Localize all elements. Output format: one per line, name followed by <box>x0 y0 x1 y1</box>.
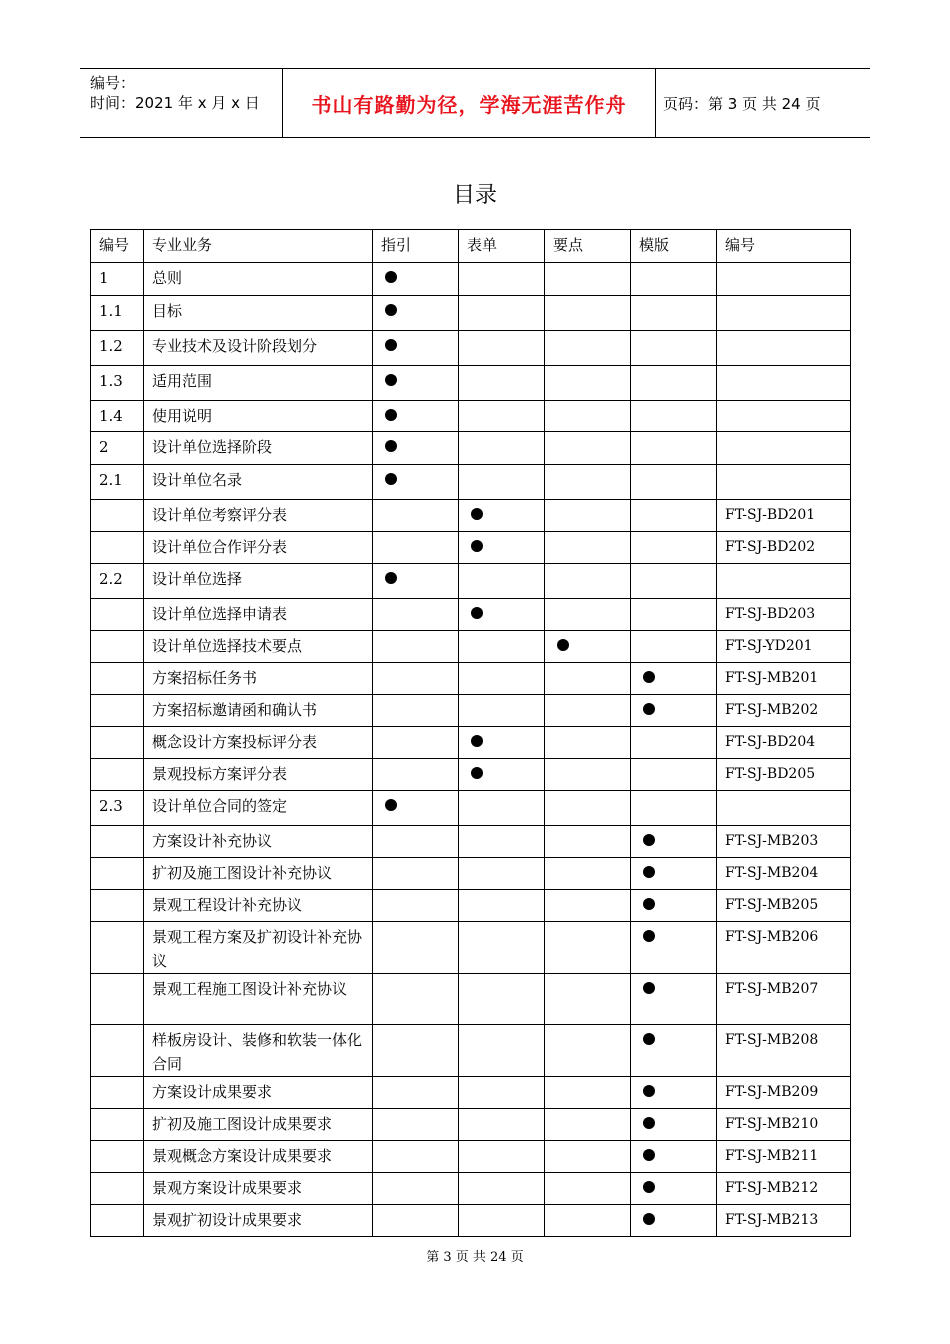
filled-circle-icon <box>471 607 483 619</box>
mark-cell <box>545 366 631 401</box>
mark-cell <box>631 791 717 826</box>
row-number: 2.2 <box>91 564 144 599</box>
mark-cell <box>545 432 631 465</box>
filled-circle-icon <box>643 1213 655 1225</box>
mark-cell <box>545 974 631 1025</box>
filled-circle-icon <box>385 409 397 421</box>
mark-cell <box>373 1025 459 1077</box>
filled-circle-icon <box>557 639 569 651</box>
table-row <box>91 791 851 826</box>
table-row <box>91 599 851 631</box>
mark-cell <box>459 974 545 1025</box>
row-code <box>717 331 851 366</box>
mark-cell <box>631 922 717 974</box>
mark-cell <box>545 1173 631 1205</box>
column-header: 模版 <box>631 230 717 263</box>
row-number <box>91 1141 144 1173</box>
row-number <box>91 1025 144 1077</box>
mark-cell <box>373 922 459 974</box>
column-header: 专业业务 <box>144 230 373 263</box>
mark-cell <box>631 858 717 890</box>
row-code <box>717 791 851 826</box>
filled-circle-icon <box>643 703 655 715</box>
header-number-label: 编号： <box>90 74 136 92</box>
row-code: FT-SJ-MB208 <box>717 1025 851 1077</box>
mark-cell <box>545 858 631 890</box>
filled-circle-icon <box>471 767 483 779</box>
table-row <box>91 500 851 532</box>
mark-cell <box>459 401 545 432</box>
filled-circle-icon <box>385 440 397 452</box>
row-number <box>91 858 144 890</box>
mark-cell <box>459 858 545 890</box>
mark-cell <box>459 890 545 922</box>
table-row <box>91 826 851 858</box>
row-business-name: 设计单位选择申请表 <box>144 599 373 631</box>
table-row <box>91 1025 851 1077</box>
mark-cell <box>631 1205 717 1237</box>
contents-table-body <box>91 230 851 1237</box>
row-number <box>91 631 144 663</box>
mark-cell <box>459 432 545 465</box>
row-code: FT-SJ-MB213 <box>717 1205 851 1237</box>
mark-cell <box>631 564 717 599</box>
mark-cell <box>373 1173 459 1205</box>
filled-circle-icon <box>643 671 655 683</box>
filled-circle-icon <box>643 930 655 942</box>
row-code <box>717 296 851 331</box>
mark-cell <box>631 1077 717 1109</box>
table-row <box>91 296 851 331</box>
row-number <box>91 532 144 564</box>
filled-circle-icon <box>385 799 397 811</box>
row-code: FT-SJ-MB211 <box>717 1141 851 1173</box>
table-row <box>91 1173 851 1205</box>
mark-cell <box>545 465 631 500</box>
mark-cell <box>373 465 459 500</box>
mark-cell <box>545 296 631 331</box>
mark-cell <box>631 663 717 695</box>
row-number <box>91 695 144 727</box>
mark-cell <box>459 922 545 974</box>
column-header: 要点 <box>545 230 631 263</box>
mark-cell <box>459 1025 545 1077</box>
row-business-name: 总则 <box>144 263 373 296</box>
mark-cell <box>545 532 631 564</box>
mark-cell <box>373 564 459 599</box>
mark-cell <box>373 791 459 826</box>
row-code <box>717 366 851 401</box>
mark-cell <box>459 727 545 759</box>
row-code: FT-SJ-MB207 <box>717 974 851 1025</box>
row-business-name: 方案设计成果要求 <box>144 1077 373 1109</box>
row-business-name: 目标 <box>144 296 373 331</box>
mark-cell <box>631 401 717 432</box>
mark-cell <box>545 263 631 296</box>
mark-cell <box>459 1173 545 1205</box>
mark-cell <box>373 1141 459 1173</box>
row-business-name: 景观工程设计补充协议 <box>144 890 373 922</box>
mark-cell <box>545 759 631 791</box>
mark-cell <box>631 532 717 564</box>
row-number <box>91 1205 144 1237</box>
table-row <box>91 263 851 296</box>
mark-cell <box>373 974 459 1025</box>
table-row <box>91 727 851 759</box>
mark-cell <box>631 1109 717 1141</box>
row-number <box>91 922 144 974</box>
mark-cell <box>373 432 459 465</box>
mark-cell <box>631 631 717 663</box>
mark-cell <box>631 1025 717 1077</box>
mark-cell <box>631 500 717 532</box>
filled-circle-icon <box>385 473 397 485</box>
row-code: FT-SJ-BD201 <box>717 500 851 532</box>
mark-cell <box>545 500 631 532</box>
filled-circle-icon <box>643 1033 655 1045</box>
table-row <box>91 366 851 401</box>
row-business-name: 景观工程方案及扩初设计补充协议 <box>144 922 373 974</box>
mark-cell <box>459 663 545 695</box>
row-number <box>91 1109 144 1141</box>
mark-cell <box>631 890 717 922</box>
mark-cell <box>631 599 717 631</box>
mark-cell <box>459 263 545 296</box>
header-page-number: 页码：第 3 页 共 24 页 <box>663 94 821 113</box>
row-code: FT-SJ-BD204 <box>717 727 851 759</box>
row-code: FT-SJ-MB206 <box>717 922 851 974</box>
table-row <box>91 1109 851 1141</box>
table-row <box>91 564 851 599</box>
mark-cell <box>459 366 545 401</box>
row-business-name: 景观投标方案评分表 <box>144 759 373 791</box>
mark-cell <box>373 296 459 331</box>
mark-cell <box>373 1205 459 1237</box>
mark-cell <box>373 695 459 727</box>
row-code: FT-SJ-BD202 <box>717 532 851 564</box>
mark-cell <box>545 401 631 432</box>
mark-cell <box>459 296 545 331</box>
row-number <box>91 759 144 791</box>
table-row <box>91 1141 851 1173</box>
mark-cell <box>545 663 631 695</box>
mark-cell <box>545 599 631 631</box>
mark-cell <box>459 1077 545 1109</box>
row-business-name: 景观概念方案设计成果要求 <box>144 1141 373 1173</box>
filled-circle-icon <box>643 898 655 910</box>
mark-cell <box>631 974 717 1025</box>
column-header: 编号 <box>717 230 851 263</box>
mark-cell <box>459 1109 545 1141</box>
filled-circle-icon <box>385 271 397 283</box>
row-business-name: 景观扩初设计成果要求 <box>144 1205 373 1237</box>
row-code <box>717 432 851 465</box>
mark-cell <box>373 631 459 663</box>
column-header: 编号 <box>91 230 144 263</box>
mark-cell <box>545 727 631 759</box>
mark-cell <box>545 1205 631 1237</box>
row-business-name: 设计单位选择阶段 <box>144 432 373 465</box>
header-meta <box>90 73 260 113</box>
row-number: 2.3 <box>91 791 144 826</box>
mark-cell <box>545 631 631 663</box>
row-number: 1.3 <box>91 366 144 401</box>
row-business-name: 设计单位合同的签定 <box>144 791 373 826</box>
mark-cell <box>545 826 631 858</box>
mark-cell <box>373 331 459 366</box>
header-motto: 书山有路勤为径，学海无涯苦作舟 <box>311 92 627 117</box>
row-business-name: 设计单位合作评分表 <box>144 532 373 564</box>
row-code: FT-SJ-MB202 <box>717 695 851 727</box>
row-business-name: 设计单位考察评分表 <box>144 500 373 532</box>
row-code: FT-SJ-BD203 <box>717 599 851 631</box>
filled-circle-icon <box>643 834 655 846</box>
mark-cell <box>459 695 545 727</box>
mark-cell <box>631 826 717 858</box>
mark-cell <box>373 263 459 296</box>
mark-cell <box>373 727 459 759</box>
row-business-name: 方案招标邀请函和确认书 <box>144 695 373 727</box>
filled-circle-icon <box>385 572 397 584</box>
table-header-row <box>91 230 851 263</box>
row-code <box>717 564 851 599</box>
mark-cell <box>631 331 717 366</box>
row-number <box>91 1173 144 1205</box>
row-business-name: 设计单位选择技术要点 <box>144 631 373 663</box>
table-row <box>91 890 851 922</box>
table-row <box>91 858 851 890</box>
row-business-name: 概念设计方案投标评分表 <box>144 727 373 759</box>
mark-cell <box>373 890 459 922</box>
table-row <box>91 331 851 366</box>
column-header: 指引 <box>373 230 459 263</box>
mark-cell <box>545 1141 631 1173</box>
mark-cell <box>545 1109 631 1141</box>
mark-cell <box>631 727 717 759</box>
header-time: 时间：2021 年 x 月 x 日 <box>90 94 260 112</box>
mark-cell <box>545 1025 631 1077</box>
row-code: FT-SJ-MB210 <box>717 1109 851 1141</box>
mark-cell <box>373 599 459 631</box>
row-code <box>717 263 851 296</box>
row-business-name: 适用范围 <box>144 366 373 401</box>
filled-circle-icon <box>643 1085 655 1097</box>
mark-cell <box>631 263 717 296</box>
row-code: FT-SJ-MB209 <box>717 1077 851 1109</box>
row-number: 1 <box>91 263 144 296</box>
row-number <box>91 599 144 631</box>
row-code <box>717 401 851 432</box>
row-business-name: 样板房设计、装修和软装一体化合同 <box>144 1025 373 1077</box>
table-row <box>91 532 851 564</box>
filled-circle-icon <box>385 304 397 316</box>
document-title: 目录 <box>452 183 497 208</box>
row-number: 1.1 <box>91 296 144 331</box>
filled-circle-icon <box>643 1181 655 1193</box>
mark-cell <box>373 500 459 532</box>
mark-cell <box>373 826 459 858</box>
mark-cell <box>459 791 545 826</box>
row-business-name: 专业技术及设计阶段划分 <box>144 331 373 366</box>
mark-cell <box>545 1077 631 1109</box>
mark-cell <box>459 759 545 791</box>
table-row <box>91 974 851 1025</box>
row-business-name: 景观工程施工图设计补充协议 <box>144 974 373 1025</box>
mark-cell <box>631 695 717 727</box>
row-code: FT-SJ-BD205 <box>717 759 851 791</box>
row-number <box>91 663 144 695</box>
column-header: 表单 <box>459 230 545 263</box>
row-number <box>91 890 144 922</box>
table-row <box>91 465 851 500</box>
mark-cell <box>459 465 545 500</box>
table-row <box>91 631 851 663</box>
mark-cell <box>545 922 631 974</box>
mark-cell <box>459 564 545 599</box>
row-business-name: 扩初及施工图设计补充协议 <box>144 858 373 890</box>
contents-table <box>90 229 851 1237</box>
row-number <box>91 826 144 858</box>
row-number <box>91 500 144 532</box>
row-business-name: 设计单位选择 <box>144 564 373 599</box>
filled-circle-icon <box>643 1117 655 1129</box>
row-business-name: 方案招标任务书 <box>144 663 373 695</box>
mark-cell <box>545 695 631 727</box>
filled-circle-icon <box>471 540 483 552</box>
row-number <box>91 727 144 759</box>
mark-cell <box>631 366 717 401</box>
mark-cell <box>459 599 545 631</box>
filled-circle-icon <box>643 982 655 994</box>
row-business-name: 方案设计补充协议 <box>144 826 373 858</box>
page-footer: 第 3 页 共 24 页 <box>426 1250 524 1265</box>
table-row <box>91 1205 851 1237</box>
table-row <box>91 759 851 791</box>
mark-cell <box>631 465 717 500</box>
mark-cell <box>373 401 459 432</box>
row-number <box>91 974 144 1025</box>
mark-cell <box>459 500 545 532</box>
row-code: FT-SJ-MB205 <box>717 890 851 922</box>
mark-cell <box>373 759 459 791</box>
row-code: FT-SJ-MB203 <box>717 826 851 858</box>
mark-cell <box>459 532 545 564</box>
row-number: 1.4 <box>91 401 144 432</box>
mark-cell <box>373 663 459 695</box>
table-row <box>91 432 851 465</box>
filled-circle-icon <box>643 1149 655 1161</box>
page-header <box>80 68 870 138</box>
filled-circle-icon <box>471 735 483 747</box>
row-business-name: 使用说明 <box>144 401 373 432</box>
row-code: FT-SJ-MB204 <box>717 858 851 890</box>
mark-cell <box>631 759 717 791</box>
filled-circle-icon <box>643 866 655 878</box>
mark-cell <box>373 1077 459 1109</box>
mark-cell <box>545 564 631 599</box>
row-business-name: 扩初及施工图设计成果要求 <box>144 1109 373 1141</box>
mark-cell <box>545 791 631 826</box>
mark-cell <box>631 296 717 331</box>
table-row <box>91 1077 851 1109</box>
row-code: FT-SJ-MB201 <box>717 663 851 695</box>
header-divider <box>655 69 656 137</box>
table-row <box>91 922 851 974</box>
row-business-name: 设计单位名录 <box>144 465 373 500</box>
table-row <box>91 401 851 432</box>
mark-cell <box>631 1173 717 1205</box>
mark-cell <box>373 366 459 401</box>
mark-cell <box>545 890 631 922</box>
mark-cell <box>459 631 545 663</box>
row-code <box>717 465 851 500</box>
filled-circle-icon <box>471 508 483 520</box>
row-number <box>91 1077 144 1109</box>
filled-circle-icon <box>385 339 397 351</box>
mark-cell <box>631 432 717 465</box>
mark-cell <box>459 1141 545 1173</box>
filled-circle-icon <box>385 374 397 386</box>
mark-cell <box>545 331 631 366</box>
table-row <box>91 663 851 695</box>
row-code: FT-SJ-YD201 <box>717 631 851 663</box>
mark-cell <box>459 826 545 858</box>
row-number: 1.2 <box>91 331 144 366</box>
mark-cell <box>459 1205 545 1237</box>
row-code: FT-SJ-MB212 <box>717 1173 851 1205</box>
row-number: 2.1 <box>91 465 144 500</box>
mark-cell <box>373 858 459 890</box>
mark-cell <box>631 1141 717 1173</box>
table-row <box>91 695 851 727</box>
row-number: 2 <box>91 432 144 465</box>
mark-cell <box>459 331 545 366</box>
mark-cell <box>373 532 459 564</box>
row-business-name: 景观方案设计成果要求 <box>144 1173 373 1205</box>
mark-cell <box>373 1109 459 1141</box>
